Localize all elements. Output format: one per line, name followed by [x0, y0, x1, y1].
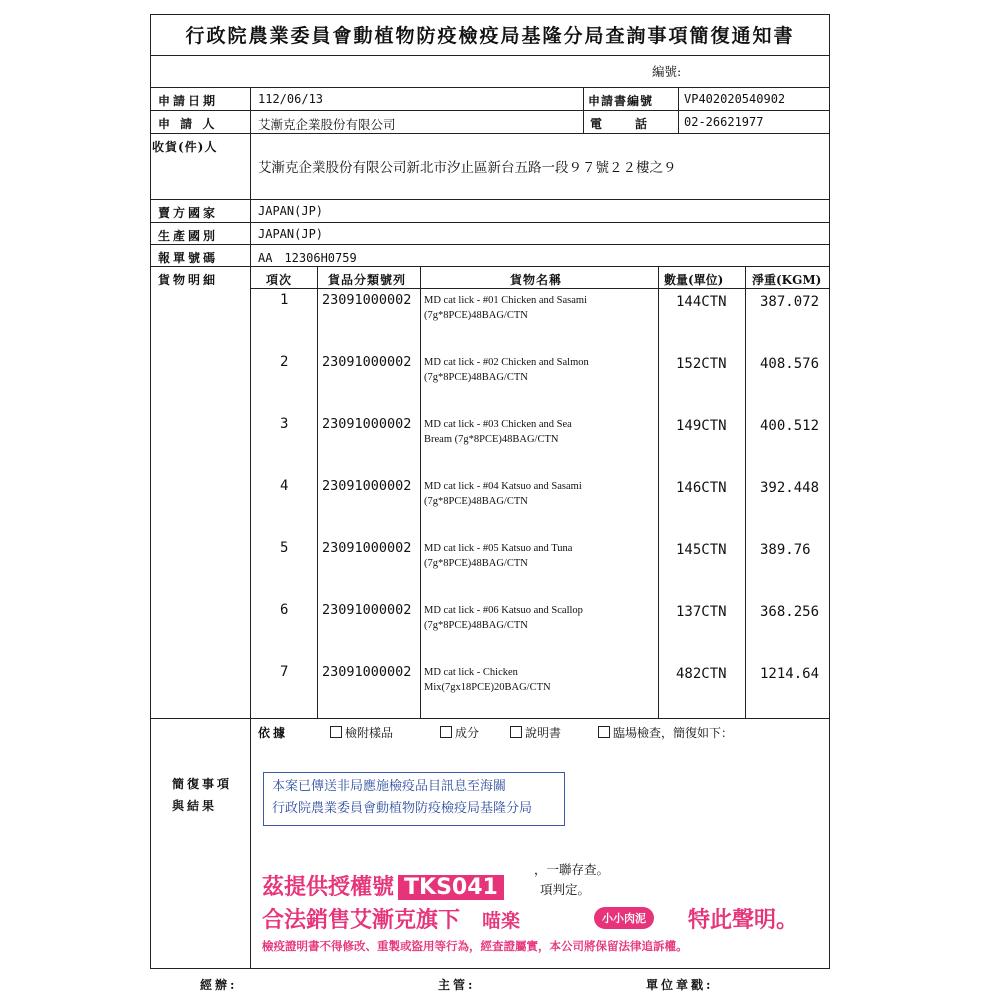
basis-option-ingredients: 成分	[440, 724, 479, 741]
rule	[150, 133, 830, 134]
item-no: 7	[280, 664, 289, 680]
rule	[317, 266, 318, 718]
watermark-line-4: 檢疫證明書不得修改、重製或盜用等行為，經查證屬實，本公司將保留法律追訴權。	[262, 939, 688, 953]
store-note: ，一聯存查。	[534, 862, 610, 877]
origin-value: JAPAN(JP)	[258, 227, 324, 241]
item-name: MD cat lick - #02 Chicken and Salmon (7g*8PCE)48BAG/CTN	[424, 357, 589, 383]
consignee-label: 收貨(件)人	[152, 140, 218, 154]
item-code: 23091000002	[322, 478, 412, 494]
rule	[150, 199, 830, 200]
checkbox-icon	[510, 726, 522, 738]
applicant-value: 艾漸克企業股份有限公司	[258, 117, 396, 132]
phone-label: 電 話	[590, 117, 651, 131]
item-name: MD cat lick - #06 Katsuo and Scallop (7g*8PCE)48BAG/CTN	[424, 605, 583, 631]
rule	[150, 266, 830, 267]
item-no: 6	[280, 602, 289, 618]
stamp-line: 行政院農業委員會動植物防疫檢疫局基隆分局	[272, 801, 533, 816]
seller-value: JAPAN(JP)	[258, 204, 324, 218]
rule	[150, 110, 830, 111]
consignee-value: 艾漸克企業股份有限公司新北市汐止區新台五路一段９７號２２樓之９	[258, 160, 677, 176]
item-weight: 1214.64	[760, 666, 820, 682]
item-qty: 137CTN	[676, 604, 727, 620]
rule	[420, 266, 421, 718]
item-name: MD cat lick - #04 Katsuo and Sasami (7g*8PCE)48BAG/CTN	[424, 481, 582, 507]
rule	[150, 87, 830, 88]
apply-date-value: 112/06/13	[258, 92, 324, 106]
item-weight: 389.76	[760, 542, 811, 558]
item-code: 23091000002	[322, 540, 412, 556]
basis-label: 依據	[258, 726, 289, 740]
item-qty: 482CTN	[676, 666, 727, 682]
item-no: 5	[280, 540, 289, 556]
goods-label: 貨物明細	[158, 273, 219, 287]
serial-label: 編號:	[652, 64, 682, 79]
item-qty: 149CTN	[676, 418, 727, 434]
watermark-pill: 小小肉泥	[594, 907, 654, 929]
origin-label: 生產國別	[158, 229, 219, 243]
app-no-value: VP402020540902	[684, 92, 786, 106]
item-weight: 400.512	[760, 418, 820, 434]
col-header-qty: 數量(單位)	[664, 273, 724, 287]
item-weight: 392.448	[760, 480, 820, 496]
seller-label: 賣方國家	[158, 206, 219, 220]
official-stamp	[263, 772, 565, 826]
item-no: 4	[280, 478, 289, 494]
checkbox-icon	[440, 726, 452, 738]
item-code: 23091000002	[322, 602, 412, 618]
rule	[150, 222, 830, 223]
item-qty: 145CTN	[676, 542, 727, 558]
item-name: MD cat lick - #05 Katsuo and Tuna (7g*8PCE)48BAG/CTN	[424, 543, 573, 569]
checkbox-icon	[330, 726, 342, 738]
declaration-value: AA 12306H0759	[258, 251, 357, 265]
rule	[150, 718, 830, 719]
item-no: 2	[280, 354, 289, 370]
page-title: 行政院農業委員會動植物防疫檢疫局基隆分局查詢事項簡復通知書	[150, 14, 830, 56]
item-name: MD cat lick - #03 Chicken and Sea Bream (7g*8PCE)48BAG/CTN	[424, 419, 572, 445]
footer-supervisor: 主管:	[438, 978, 476, 992]
rule	[658, 266, 659, 718]
watermark-line-1: 茲提供授權號 TKS041	[262, 870, 504, 901]
rule	[250, 288, 830, 289]
item-no: 3	[280, 416, 289, 432]
item-name: MD cat lick - #01 Chicken and Sasami (7g*8PCE)48BAG/CTN	[424, 295, 588, 321]
rule	[745, 266, 746, 718]
item-code: 23091000002	[322, 292, 412, 308]
col-header-name: 貨物名稱	[510, 273, 563, 287]
col-header-code: 貨品分類號列	[328, 273, 407, 287]
watermark-code: TKS041	[398, 875, 504, 900]
item-qty: 144CTN	[676, 294, 727, 310]
footer-seal: 單位章戳:	[646, 978, 714, 992]
result-label-2: 與結果	[172, 799, 218, 813]
stamp-line: 本案已傳送非局應施檢疫品目訊息至海關	[272, 779, 507, 794]
checkbox-icon	[598, 726, 610, 738]
item-weight: 368.256	[760, 604, 820, 620]
brand-logo: 喵楽	[482, 910, 521, 932]
applicant-label: 申 請 人	[158, 117, 218, 131]
col-header-no: 項次	[266, 273, 293, 287]
app-no-label: 申請書編號	[588, 94, 654, 108]
item-code: 23091000002	[322, 664, 412, 680]
basis-option-manual: 說明書	[510, 724, 561, 741]
result-label: 簡復事項	[172, 777, 233, 791]
col-header-weight: 淨重(KGM)	[752, 273, 822, 287]
rule	[583, 87, 584, 133]
item-weight: 387.072	[760, 294, 820, 310]
watermark-statement: 特此聲明。	[688, 908, 799, 933]
rule	[150, 244, 830, 245]
footer-handler: 經辦:	[200, 978, 238, 992]
apply-date-label: 申請日期	[158, 94, 219, 108]
rule	[250, 87, 251, 968]
item-qty: 146CTN	[676, 480, 727, 496]
rule	[678, 87, 679, 133]
basis-option-inspection: 臨場檢查，簡復如下：	[598, 724, 733, 741]
item-qty: 152CTN	[676, 356, 727, 372]
item-no: 1	[280, 292, 289, 308]
item-note: 項判定。	[540, 882, 591, 897]
item-name: MD cat lick - Chicken Mix(7gx18PCE)20BAG/CTN	[424, 667, 551, 693]
item-weight: 408.576	[760, 356, 820, 372]
rule	[150, 968, 830, 969]
phone-value: 02-26621977	[684, 115, 764, 129]
basis-option-sample: 檢附樣品	[330, 724, 393, 741]
watermark-line-2: 合法銷售艾漸克旗下 喵楽	[262, 908, 521, 933]
item-code: 23091000002	[322, 416, 412, 432]
item-code: 23091000002	[322, 354, 412, 370]
declaration-label: 報單號碼	[158, 251, 219, 265]
